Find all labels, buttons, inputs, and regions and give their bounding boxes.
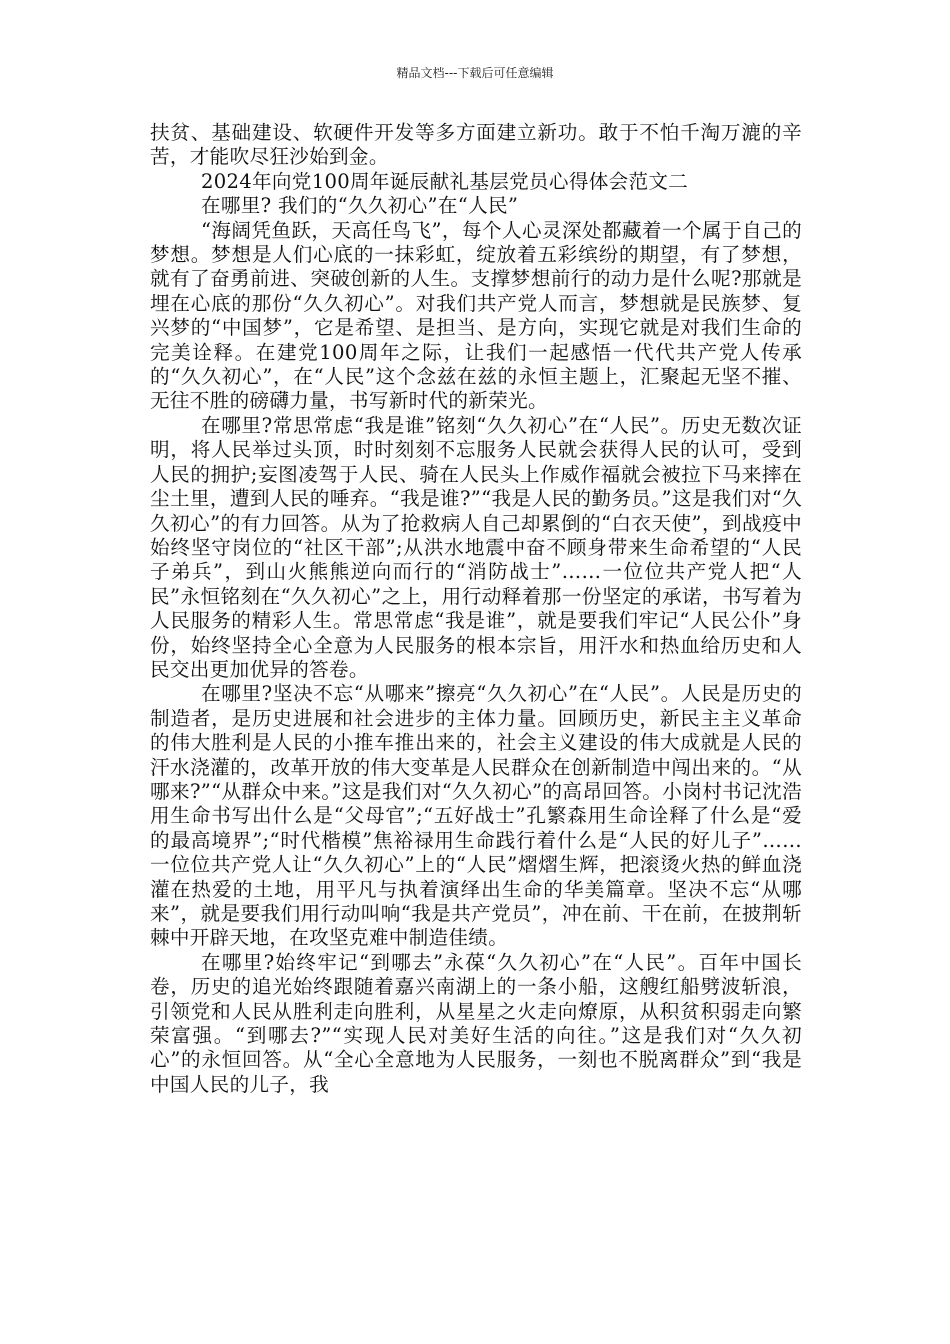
paragraph-dream: “海阔凭鱼跃，天高任鸟飞”，每个人心灵深处都藏着一个属于自己的梦想。梦想是人们心底的一抹彩虹，绽放着五彩缤纷的期望，有了梦想，就有了奋勇前进、突破创新的人生。支撑梦想前行的动力是什么呢?那就是埋在心底的那份“久久初心”。对我们共产党人而言，梦想就是民族梦、复兴梦的“中国梦”，它是希望、是担当、是方向，实现它就是对我们生命的完美诠释。在建党100周年之际，让我们一起感悟一代代共产党人传承的“久久初心”，在“人民”这个念兹在兹的永恒主题上，汇聚起无坚不摧、无往不胜的磅礴力量，书写新时代的新荣光。 — [150, 218, 802, 413]
document-subtitle: 2024年向党100周年诞辰献礼基层党员心得体会范文二 — [200, 169, 689, 193]
paragraph-continuation: 扶贫、基础建设、软硬件开发等多方面建立新功。敢于不怕千淘万漉的辛苦，才能吹尽狂沙始到金。 — [150, 121, 802, 169]
document-body — [150, 121, 802, 1097]
paragraph-who-am-i: 在哪里?常思常虑“我是谁”铭刻“久久初心”在“人民”。历史无数次证明，将人民举过头顶，时时刻刻不忘服务人民就会获得人民的认可，受到人民的拥护;妄图凌驾于人民、骑在人民头上作威作福就会被拉下马来摔在尘土里，遭到人民的唾弃。“我是谁?”“我是人民的勤务员。”这是我们对“久久初心”的有力回答。从为了抢救病人自己却累倒的“白衣天使”，到战疫中始终坚守岗位的“社区干部”;从洪水地震中奋不顾身带来生命希望的“人民子弟兵”，到山火熊熊逆向而行的“消防战士”……一位位共产党人把“人民”永恒铭刻在“久久初心”之上，用行动释着那一份坚定的承诺，书写着为人民服务的精彩人生。常思常虑“我是谁”，就是要我们牢记“人民公仆”身份，始终坚持全心全意为人民服务的根本宗旨，用汗水和热血给历史和人民交出更加优异的答卷。 — [150, 413, 802, 681]
paragraph-where-to: 在哪里?始终牢记“到哪去”永葆“久久初心”在“人民”。百年中国长卷，历史的追光始终跟随着嘉兴南湖上的一条小船，这艘红船劈波斩浪，引领党和人民从胜利走向胜利，从星星之火走向燎原，从积贫积弱走向繁荣富强。“到哪去?”“实现人民对美好生活的向往。”这是我们对“久久初心”的永恒回答。从“全心全意地为人民服务，一刻也不脱离群众”到“我是中国人民的儿子，我 — [150, 950, 802, 1096]
paragraph-where-from: 在哪里?坚决不忘“从哪来”擦亮“久久初心”在“人民”。人民是历史的制造者，是历史进展和社会进步的主体力量。回顾历史，新民主主义革命的伟大胜利是人民的小推车推出来的，社会主义建设的伟大成就是人民的汗水浇灌的，改革开放的伟大变革是人民群众在创新制造中闯出来的。“从哪来?”“从群众中来。”这是我们对“久久初心”的高昂回答。小岗村书记沈浩用生命书写出什么是“父母官”;“五好战士”孔繁森用生命诠释了什么是“爱的最高境界”;“时代楷模”焦裕禄用生命践行着什么是“人民的好儿子”……一位位共产党人让“久久初心”上的“人民”熠熠生辉，把滚烫火热的鲜血浇灌在热爱的土地，用平凡与执着演绎出生命的华美篇章。坚决不忘“从哪来”，就是要我们用行动叫响“我是共产党员”，冲在前、干在前，在披荆斩棘中开辟天地，在攻坚克难中制造佳绩。 — [150, 682, 802, 950]
section-heading: 在哪里? 我们的“久久初心”在“人民” — [200, 194, 519, 218]
page-header: 精品文档---下载后可任意编辑 — [396, 66, 554, 80]
